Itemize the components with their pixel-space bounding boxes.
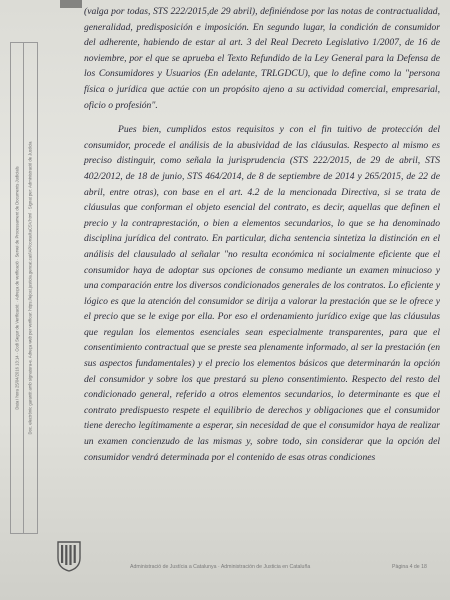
margin-column-2 <box>24 43 36 533</box>
footer-administration-text: Administració de Justícia a Catalunya · Administración de Justicia en Cataluña <box>130 564 311 570</box>
margin-note-2: Doc. electrònic garantit amb signatura-e. Adreça web per verificar: https://ejcat.justicia.gencat.cat/IAP/consultaCSV.html · Signat per: Administració de Justícia <box>27 141 33 435</box>
margin-verification-box <box>10 42 38 534</box>
margin-note-1: Data i hora 25/04/2016 13:14 · Codi Segur de Verificació: · Adreça de verificació · Servei de Processament de Documents Judicials <box>14 166 20 410</box>
catalonia-emblem-icon <box>56 540 82 572</box>
header-emblem-icon <box>60 0 82 8</box>
paragraph-1: (valga por todas, STS 222/2015,de 29 abril), definiéndose por las notas de contractualidad, generalidad, predisposición e imposición. En segundo lugar, la condición de consumidor del adherente, habiendo de estar al art. 3 del Real Decreto Legislativo 1/2007, de 16 de noviembre, por el que se aprueba el Texto Refundido de la Ley General para la Defensa de los Consumidores y Usuarios (En adelante, TRLGDCU), que lo define como la "persona física o jurídica que actúe con un propósito ajeno a su actividad comercial, empresarial, oficio o profesión". <box>84 6 440 111</box>
footer-page-number: Pàgina 4 de 18 <box>392 564 427 570</box>
document-body <box>84 4 440 465</box>
paragraph-2: Pues bien, cumplidos estos requisitos y con el fin tuitivo de protección del consumidor, procede el análisis de la abusividad de las cláusulas. Respecto al mismo es preciso distinguir, como señala la jurisprudencia (STS 222/2015, de 29 de abril, STS 402/2012, de 18 de junio, STS 464/2014, de 8 de septiembre de 2014 y 265/2015, de 22 de abril, entre otras), con base en el art. 4.2 de la mencionada Directiva, si se trata de cláusulas que conforman el objeto esencial del contrato, es decir, aquellas que definen el precio y la contraprestación, o bien a elementos secundarios, lo que se ha denominado disciplina jurídica del contrato. En particular, dicha sentencia sintetiza la distinción en el análisis del clausulado al señalar "no resulta económica ni socialmente eficiente que el consumidor haya de adoptar sus opciones de consumo mediante un examen minucioso y una comparación entre los diversos condicionados generales de los contratos. Lo eficiente y lógico es que la atención del consumidor se dirija a valorar la prestación que se le ofrece y el precio que se le exige por ella. Por eso el ordenamiento jurídico exige que las cláusulas que regulan los elementos esenciales sean especialmente transparentes, para que el consentimiento contractual que se preste sea plenamente informado, al ser la prestación (en sus aspectos fundamentales) y el precio los elementos básicos que determinarán la opción del consumidor y sobre los que prestará su pleno consentimiento. Respecto del resto del condicionado general, referido a otros elementos secundarios, lo determinante es que el contrato predispuesto respete el equilibrio de derechos y obligaciones que el consumidor tiene derecho legítimamente a esperar, sin necesidad de que el consumidor haya de realizar un examen concienzudo de las mismas y, sobre todo, sin considerar que la opción del consumidor vendrá determinada por el contenido de esas otras condiciones <box>84 124 440 463</box>
margin-column-1 <box>11 43 24 533</box>
